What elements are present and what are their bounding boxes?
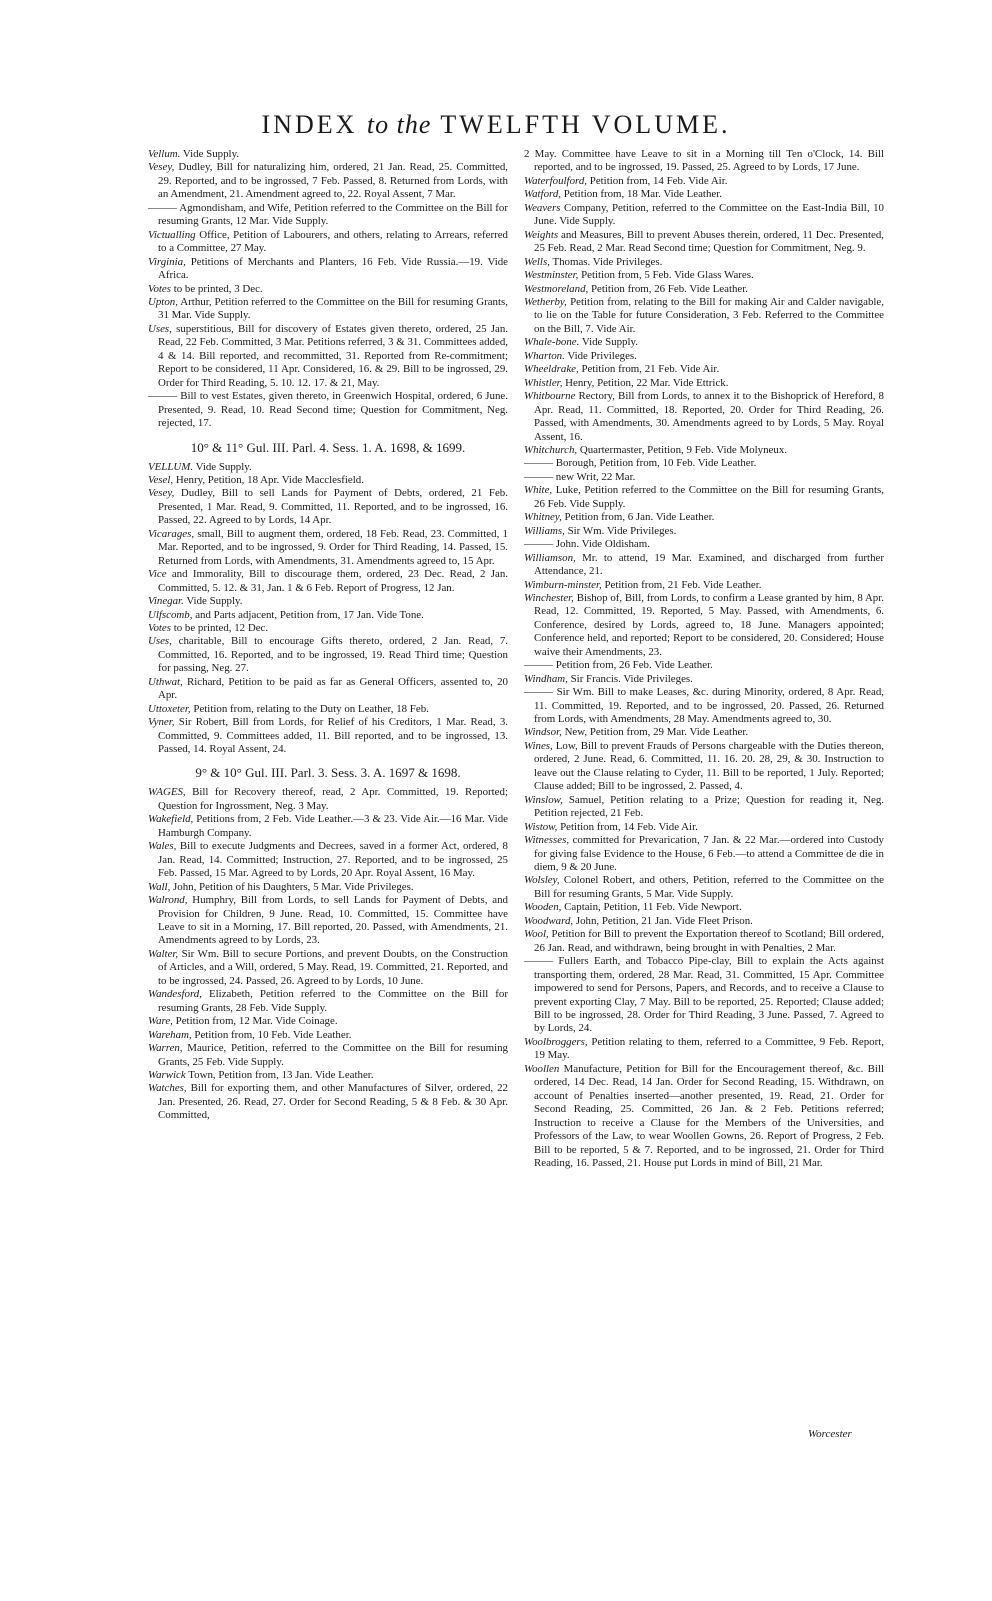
entry-headword: Wareham, xyxy=(148,1028,192,1041)
index-entry xyxy=(524,525,884,538)
entry-headword: Wells, xyxy=(524,255,550,268)
entry-text: Sir Wm. Bill to secure Portions, and prevent Doubts, on the Construction of Articles, and a Will, ordered, 5 May. Read, 19. Committed, 21. Reported, and to be ingrossed, 24. Passed, 26. Agreed to by Lords, 10 June. xyxy=(158,947,508,987)
entry-text: Company, Petition, referred to the Committee on the East-India Bill, 10 June. Vide Supply. xyxy=(534,201,884,228)
entry-headword: Williams, xyxy=(524,524,565,537)
entry-text: Vide Privileges. xyxy=(567,349,637,362)
index-entry xyxy=(524,673,884,686)
entry-text: Petition from, 10 Feb. Vide Leather. xyxy=(194,1028,352,1041)
entry-headword: Whitney, xyxy=(524,511,562,524)
entry-headword: White, xyxy=(524,484,553,497)
entry-headword: ——— xyxy=(524,457,554,470)
entry-headword: Virginia, xyxy=(148,255,186,268)
index-entry xyxy=(148,474,508,487)
entry-headword: Watford, xyxy=(524,188,562,201)
entry-text: John, Petition, 21 Jan. Vide Fleet Prison. xyxy=(575,914,753,927)
entry-text: Vide Supply. xyxy=(182,148,240,160)
entry-headword: Wimburn-minster, xyxy=(524,578,602,591)
index-entry xyxy=(524,377,884,390)
entry-text: Petition from, 18 Mar. Vide Leather. xyxy=(563,188,722,201)
entry-text: Borough, Petition from, 10 Feb. Vide Leather. xyxy=(555,457,757,470)
entry-text: Petition from, 14 Feb. Vide Air. xyxy=(560,820,698,833)
index-entry xyxy=(148,609,508,622)
index-entry xyxy=(524,915,884,928)
index-entry xyxy=(524,390,884,444)
index-entry xyxy=(148,840,508,880)
entry-headword: Wetherby, xyxy=(524,295,567,308)
entry-headword: Wales, xyxy=(148,840,177,853)
entry-text: charitable, Bill to encourage Gifts thereto, ordered, 2 Jan. Read, 7. Committed, 16. Reported, and to be ingrossed, 19. Read Third time; Question for passing, Neg. 27. xyxy=(158,635,508,675)
index-entry xyxy=(524,350,884,363)
entry-headword: Wakefield, xyxy=(148,813,194,826)
entry-headword: Uthwat, xyxy=(148,675,183,688)
index-entry xyxy=(148,161,508,201)
index-entry xyxy=(148,948,508,988)
entry-headword: ——— xyxy=(148,201,178,214)
entry-text: John. Vide Oldisham. xyxy=(555,538,650,551)
entry-text: Dudley, Bill to sell Lands for Payment of Debts, ordered, 21 Feb. Presented, 1 Mar. Read, 9. Committed, 11. Reported, and to be ingrossed, 16. Passed, 22. Agreed to by Lords, 14 Apr. xyxy=(158,487,508,527)
entry-headword: Wistow, xyxy=(524,820,558,833)
entry-text: superstitious, Bill for discovery of Estates given thereto, ordered, 25 Jan. Read, 22 Feb. Committed, 3 Mar. Petitions referred, 3 & 31. Committees added, 4 & 14. Bill reported, and recommitted, 31. Reported from Re-commitment; Report to be considered, 11 Apr. Considered, 16. & 29. Bill to be ingrossed, 29. Order for Third Reading, 5. 10. 12. 17. & 21, May. xyxy=(158,322,508,389)
entry-headword: Ware, xyxy=(148,1015,173,1028)
index-entry xyxy=(148,1029,508,1042)
entry-headword: ——— xyxy=(148,390,178,403)
entry-text: Sir Wm. Vide Privileges. xyxy=(567,524,677,537)
title-index: INDEX xyxy=(261,110,358,139)
index-entry xyxy=(148,894,508,948)
index-entry xyxy=(148,461,508,474)
entry-headword: Upton, xyxy=(148,295,178,308)
index-entry xyxy=(148,323,508,390)
entry-text: Manufacture, Petition for Bill for the Encouragement thereof, &c. Bill ordered, 14 Dec. Read, 14 Jan. Order for Second Reading, 15. Withdrawn, on account of Penalties inserted—another presented, 19. Read, 21. Order for Second Reading, 25. Committed, 26 Jan. & 2 Feb. Petitions referred; Instruction to receive a Clause for the Members of the Universities, and Professors of the Law, to wear Woollen Gowns, 26. Report of Progress, 2 Feb. Bill to be reported, 5 & 7. Reported, and to be ingrossed, 21. Order for Third Reading, 16. Passed, 21. House put Lords in mind of Bill, 21 Mar. xyxy=(534,1062,884,1169)
entry-text: Maurice, Petition, referred to the Committee on the Bill for resuming Grants, 25 Feb. Vide Supply. xyxy=(158,1042,508,1068)
index-entry xyxy=(148,1042,508,1069)
index-entry xyxy=(148,622,508,635)
entry-headword: Wandesford, xyxy=(148,988,202,1001)
entry-text: Petition relating to them, referred to a Committee, 9 Feb. Report, 19 May. xyxy=(534,1035,884,1062)
entry-headword: VELLUM. xyxy=(148,460,194,473)
index-entry xyxy=(524,444,884,457)
entry-text: Fullers Earth, and Tobacco Pipe-clay, Bill to explain the Acts against transporting them, ordered, 28 Mar. Read, 31. Committed, 15 Apr. Committee impowered to send for Persons, Papers, and Records, and to receive a Clause to prevent exporting Clay, 7 May. Bill to be reported, 25. Reported; Clause added; Bill to be ingrossed, 28. Order for Third Reading, 3 June. Passed, 7. Agreed to by Lords, 24. xyxy=(534,955,884,1035)
index-entry xyxy=(524,538,884,551)
session-heading: 10° & 11° Gul. III. Parl. 4. Sess. 1. A. 1698, & 1699. xyxy=(190,439,466,455)
catchword: Worcester xyxy=(808,1428,852,1440)
index-entry xyxy=(524,686,884,726)
entry-text: Vide Supply. xyxy=(581,336,638,349)
entry-headword: ——— xyxy=(524,538,554,551)
index-entry xyxy=(524,794,884,821)
entry-text: Quartermaster, Petition, 9 Feb. Vide Molyneux. xyxy=(579,443,787,456)
entry-text: Captain, Petition, 11 Feb. Vide Newport. xyxy=(564,901,742,914)
entry-text: Petitions from, 2 Feb. Vide Leather.—3 & 23. Vide Air.—16 Mar. Vide Hamburgh Company. xyxy=(158,813,508,839)
index-entry xyxy=(148,881,508,894)
index-entry xyxy=(524,1036,884,1063)
entry-headword: Winchester, xyxy=(524,591,574,604)
entry-text: Bishop of, Bill, from Lords, to confirm a Lease granted by him, 8 Apr. Read, 12. Committed, 19. Reported, 5 May. Passed, with Amendments, 6. Conference, desired by Lords, agreed to, 18 June. Managers appointed; Conference held, and reported; Report to be considered, 20. Considered; House waive their Amendments, 23. xyxy=(534,591,884,658)
index-entry xyxy=(524,471,884,484)
index-entry xyxy=(148,229,508,256)
entry-text: Bill for exporting them, and other Manufactures of Silver, ordered, 22 Jan. Presented, 26. Read, 27. Order for Second Reading, 5 & 8 Feb. & 30 Apr. Committed, xyxy=(158,1082,508,1122)
index-entry xyxy=(524,511,884,524)
entry-text: small, Bill to augment them, ordered, 18 Feb. Read, 23. Committed, 1 Mar. Reported, and to be ingrossed, 9. Order for Third Reading, 14. Passed, 15. Returned from Lords, with Amendments, 31. Amendments agreed to, 15 Apr. xyxy=(158,527,508,567)
entry-headword: Vesel, xyxy=(148,473,174,486)
entry-text: Low, Bill to prevent Frauds of Persons chargeable with the Duties thereon, ordered, 2 June. Read, 6. Committed, 11. 16. 20. 28, 29, & 30. Instruction to leave out the Clause relating to Cyder, 11. Bill to be reported, 1 July. Reported; Clause added; Bill to be ingrossed, 2. Passed, 4. xyxy=(534,739,884,793)
index-entry xyxy=(148,390,508,430)
index-entry xyxy=(524,928,884,955)
index-entry xyxy=(524,229,884,256)
entry-headword: Witnesses, xyxy=(524,834,570,847)
entry-text: Petitions of Merchants and Planters, 16 Feb. Vide Russia.—19. Vide Africa. xyxy=(158,255,508,282)
entry-text: Vide Supply. xyxy=(186,595,243,608)
entry-text: Richard, Petition to be paid as far as General Officers, assented to, 20 Apr. xyxy=(158,675,508,702)
entry-headword: Weavers xyxy=(524,201,561,214)
entry-headword: Wall, xyxy=(148,880,171,893)
title-volume: TWELFTH VOLUME. xyxy=(440,110,731,139)
entry-headword: Westmoreland, xyxy=(524,282,589,295)
entry-headword: Woodward, xyxy=(524,914,574,927)
entry-text: Petition from, 12 Mar. Vide Coinage. xyxy=(175,1015,338,1028)
page-title xyxy=(0,110,992,140)
index-entry xyxy=(148,635,508,675)
entry-text: Petition from, relating to the Duty on Leather, 18 Feb. xyxy=(193,702,429,715)
index-entry xyxy=(524,363,884,376)
entry-text: Dudley, Bill for naturalizing him, ordered, 21 Jan. Read, 25. Committed, 29. Reported, and to be ingrossed, 7 Feb. Passed, 8. Returned from Lords, with an Amendment, 21. Amendment agreed to, 22. Royal Assent, 7 Mar. xyxy=(158,161,508,201)
entry-headword: ——— xyxy=(524,470,554,483)
entry-text: Sir Wm. Bill to make Leases, &c. during Minority, ordered, 8 Apr. Read, 11. Committed, 19. Reported, and to be ingrossed, 20. Passed, 26. Returned from Lords, with Amendments, 28 May. Amendments agreed to, 30. xyxy=(534,686,884,726)
index-entry xyxy=(524,336,884,349)
index-entry xyxy=(148,595,508,608)
entry-text: New, Petition from, 29 Mar. Vide Leather. xyxy=(564,726,749,739)
entry-text: Elizabeth, Petition referred to the Committee on the Bill for resuming Grants, 28 Feb. Vide Supply. xyxy=(158,988,508,1014)
entry-text: Thomas. Vide Privileges. xyxy=(552,255,663,268)
entry-headword: Uttoxeter, xyxy=(148,702,191,715)
index-entry xyxy=(148,568,508,595)
index-entry xyxy=(148,148,508,161)
entry-headword: WAGES, xyxy=(148,786,186,799)
index-entry xyxy=(524,955,884,1036)
entry-text: and Immorality, Bill to discourage them, ordered, 23 Dec. Read, 2 Jan. Committed, 5. 12. & 31, Jan. 1 & 6 Feb. Report of Progress, 12 Jan. xyxy=(158,568,508,594)
index-entry xyxy=(524,484,884,511)
index-entry xyxy=(524,821,884,834)
index-entry xyxy=(524,148,884,175)
entry-headword: Votes xyxy=(148,621,171,634)
entry-headword: Windsor, xyxy=(524,726,562,739)
index-entry xyxy=(148,202,508,229)
entry-text: Humphry, Bill from Lords, to sell Lands for Payment of Debts, and Provision for Children, 9 June. Read, 10. Committed, 15. Committee have Leave to sit in a Morning, 17. Bill reported, 20. Passed, with Amendments, 21. Amendments agreed to by Lords, 23. xyxy=(158,894,509,947)
entry-text: Bill for Recovery thereof, read, 2 Apr. Committed, 19. Reported; Question for Ingrossment, Neg. 3 May. xyxy=(158,786,508,812)
entry-headword: Vesey, xyxy=(148,161,175,174)
index-entry xyxy=(524,457,884,470)
entry-headword: Vesey, xyxy=(148,487,175,500)
entry-headword: Uses, xyxy=(148,635,172,648)
entry-text: Office, Petition of Labourers, and others, relating to Arrears, referred to a Committee, 27 May. xyxy=(158,228,508,255)
entry-headword: Uses, xyxy=(148,322,172,335)
title-to-the: to the xyxy=(366,110,432,139)
entry-headword: Wolsley, xyxy=(524,874,560,887)
entry-headword: Wool, xyxy=(524,928,549,941)
entry-text: Colonel Robert, and others, Petition, referred to the Committee on the Bill for resuming Grants, 5 Mar. Vide Supply. xyxy=(534,874,884,900)
index-entry xyxy=(524,269,884,282)
index-entry xyxy=(148,988,508,1015)
entry-text: to be printed, 3 Dec. xyxy=(173,282,263,295)
index-entry xyxy=(148,1082,508,1122)
entry-headword: Whale-bone. xyxy=(524,336,580,349)
entry-text: Petition from, 5 Feb. Vide Glass Wares. xyxy=(581,269,754,282)
index-entry xyxy=(148,296,508,323)
entry-headword: Whitchurch, xyxy=(524,443,578,456)
entry-headword: Warren, xyxy=(148,1042,183,1055)
index-entry xyxy=(524,726,884,739)
index-entry xyxy=(524,552,884,579)
entry-headword: ——— xyxy=(524,659,554,672)
entry-text: Henry, Petition, 22 Mar. Vide Ettrick. xyxy=(565,376,729,389)
entry-text: Petition from, relating to the Bill for making Air and Calder navigable, to lie on the Table for future Consideration, 3 Feb. Referred to the Committee on the Bill, 7. Vide Air. xyxy=(534,295,884,335)
entry-text: Petition for Bill to prevent the Exportation thereof to Scotland; Bill ordered, 26 Jan. Read, and withdrawn, being brought in with Penalties, 2 Mar. xyxy=(534,928,884,954)
entry-headword: Vellum. xyxy=(148,148,181,160)
index-entry xyxy=(148,786,508,813)
entry-headword: ——— xyxy=(524,686,554,699)
entry-headword: Whistler, xyxy=(524,376,563,389)
index-entry xyxy=(148,528,508,568)
entry-text: and Measures, Bill to prevent Abuses therein, ordered, 11 Dec. Presented, 25 Feb. Read, 2 Mar. Read Second time; Question for Commitment, Neg. 9. xyxy=(534,228,884,255)
entry-headword: Warwick xyxy=(148,1069,186,1081)
entry-text: John, Petition of his Daughters, 5 Mar. Vide Privileges. xyxy=(173,880,414,893)
entry-text: Arthur, Petition referred to the Committee on the Bill for resuming Grants, 31 Mar. Vide Supply. xyxy=(158,295,508,322)
entry-headword: Ulfscomb, xyxy=(148,608,193,621)
entry-headword: Vyner, xyxy=(148,716,175,729)
entry-headword: Weights xyxy=(524,228,559,241)
entry-headword: Westminster, xyxy=(524,269,579,282)
entry-text: Agmondisham, and Wife, Petition referred to the Committee on the Bill for resuming Grants, 12 Mar. Vide Supply. xyxy=(158,201,508,228)
entry-text: new Writ, 22 Mar. xyxy=(555,470,636,483)
entry-text: Bill to execute Judgments and Decrees, saved in a former Act, ordered, 8 Jan. Read, 14. Committed; Instruction, 27. Reported, and to be ingrossed, 25 Feb. Passed, 15 Mar. Agreed to by Lords, 20 Apr. Royal Assent, 16 May. xyxy=(158,840,508,880)
entry-headword: Waterfoulford, xyxy=(524,174,588,187)
index-entry xyxy=(524,579,884,592)
entry-text: Petition from, 21 Feb. Vide Leather. xyxy=(604,578,762,591)
entry-text: Petition from, 6 Jan. Vide Leather. xyxy=(564,511,715,524)
entry-text: Mr. to attend, 19 Mar. Examined, and discharged from further Attendance, 21. xyxy=(534,551,884,578)
entry-text: committed for Prevarication, 7 Jan. & 22 Mar.—ordered into Custody for giving false Evidence to the House, 6 Feb.—to attend a Committee de die in diem, 9 & 20 June. xyxy=(534,834,884,874)
entry-headword: ——— xyxy=(524,955,554,968)
entry-headword: Winslow, xyxy=(524,793,563,806)
entry-text: to be printed, 12 Dec. xyxy=(173,621,269,634)
index-column-right xyxy=(524,148,884,1170)
entry-text: Sir Robert, Bill from Lords, for Relief of his Creditors, 1 Mar. Read, 3. Committed, 9. Committees added, 11. Bill reported, and to be ingrossed, 13. Passed, 14. Royal Assent, 24. xyxy=(158,716,508,756)
entry-text: Vide Supply. xyxy=(195,460,252,473)
entry-headword: Wheeldrake, xyxy=(524,363,579,376)
entry-text: Town, Petition from, 13 Jan. Vide Leather. xyxy=(188,1069,374,1081)
index-entry xyxy=(524,901,884,914)
index-entry xyxy=(148,813,508,840)
index-entry xyxy=(524,256,884,269)
entry-headword: Vinegar. xyxy=(148,595,184,608)
entry-text: Petition from, 14 Feb. Vide Air. xyxy=(589,174,728,187)
index-entry xyxy=(148,716,508,756)
entry-text: Petition from, 21 Feb. Vide Air. xyxy=(581,363,720,376)
index-entry xyxy=(148,1069,508,1082)
index-entry xyxy=(148,703,508,716)
index-entry xyxy=(148,256,508,283)
entry-headword: Watches, xyxy=(148,1082,187,1095)
entry-text: 2 May. Committee have Leave to sit in a Morning till Ten o'Clock, 14. Bill reported, and to be ingrossed, 19. Passed, 25. Agreed to by Lords, 17 June. xyxy=(524,148,884,174)
entry-headword: Woollen xyxy=(524,1062,560,1075)
entry-headword: Victualling xyxy=(148,228,196,241)
entry-text: Sir Francis. Vide Privileges. xyxy=(570,672,693,685)
entry-text: Rectory, Bill from Lords, to annex it to the Bishoprick of Hereford, 8 Apr. Read, 11. Committed, 18. Reported, 20. Order for Third Reading, 26. Passed, with Amendments, 30. Amendments agreed to by Lords, 5 May. Royal Assent, 16. xyxy=(534,390,884,443)
index-entry xyxy=(148,1015,508,1028)
index-entry xyxy=(148,676,508,703)
index-entry xyxy=(524,659,884,672)
index-entry xyxy=(524,188,884,201)
session-heading: 9° & 10° Gul. III. Parl. 3. Sess. 3. A. 1697 & 1698. xyxy=(195,765,461,781)
entry-headword: Woolbroggers, xyxy=(524,1035,588,1048)
index-entry xyxy=(524,283,884,296)
index-entry xyxy=(148,283,508,296)
entry-text: and Parts adjacent, Petition from, 17 Jan. Vide Tone. xyxy=(195,608,424,621)
entry-text: Petition from, 26 Feb. Vide Leather. xyxy=(555,659,713,672)
index-entry xyxy=(524,834,884,874)
index-entry xyxy=(524,592,884,659)
entry-headword: Walter, xyxy=(148,947,179,960)
entry-headword: Walrond, xyxy=(148,894,188,907)
entry-headword: Windham, xyxy=(524,672,568,685)
index-entry xyxy=(148,487,508,527)
entry-text: Samuel, Petition relating to a Prize; Question for reading it, Neg. Petition rejected, 21 Feb. xyxy=(534,793,884,820)
entry-headword: Votes xyxy=(148,282,171,295)
index-column-left xyxy=(148,148,508,1123)
index-entry xyxy=(524,740,884,794)
entry-headword: Wooden, xyxy=(524,901,562,914)
entry-headword: Vice xyxy=(148,568,167,581)
entry-text: Luke, Petition referred to the Committee on the Bill for resuming Grants, 26 Feb. Vide Supply. xyxy=(534,484,884,510)
index-entry xyxy=(524,1063,884,1171)
entry-text: Bill to vest Estates, given thereto, in Greenwich Hospital, ordered, 6 June. Presented, 9. Read, 10. Read Second time; Question for Commitment, Neg. rejected, 17. xyxy=(158,390,508,430)
entry-headword: Williamson, xyxy=(524,551,576,564)
entry-headword: Wines, xyxy=(524,739,553,752)
entry-headword: Whitbourne xyxy=(524,390,576,403)
entry-text: Petition from, 26 Feb. Vide Leather. xyxy=(590,282,748,295)
index-entry xyxy=(524,296,884,336)
entry-headword: Vicarages, xyxy=(148,527,195,540)
index-entry xyxy=(524,202,884,229)
index-entry xyxy=(524,175,884,188)
index-entry xyxy=(524,874,884,901)
entry-headword: Wharton. xyxy=(524,349,565,362)
entry-text: Henry, Petition, 18 Apr. Vide Macclesfield. xyxy=(175,473,364,486)
